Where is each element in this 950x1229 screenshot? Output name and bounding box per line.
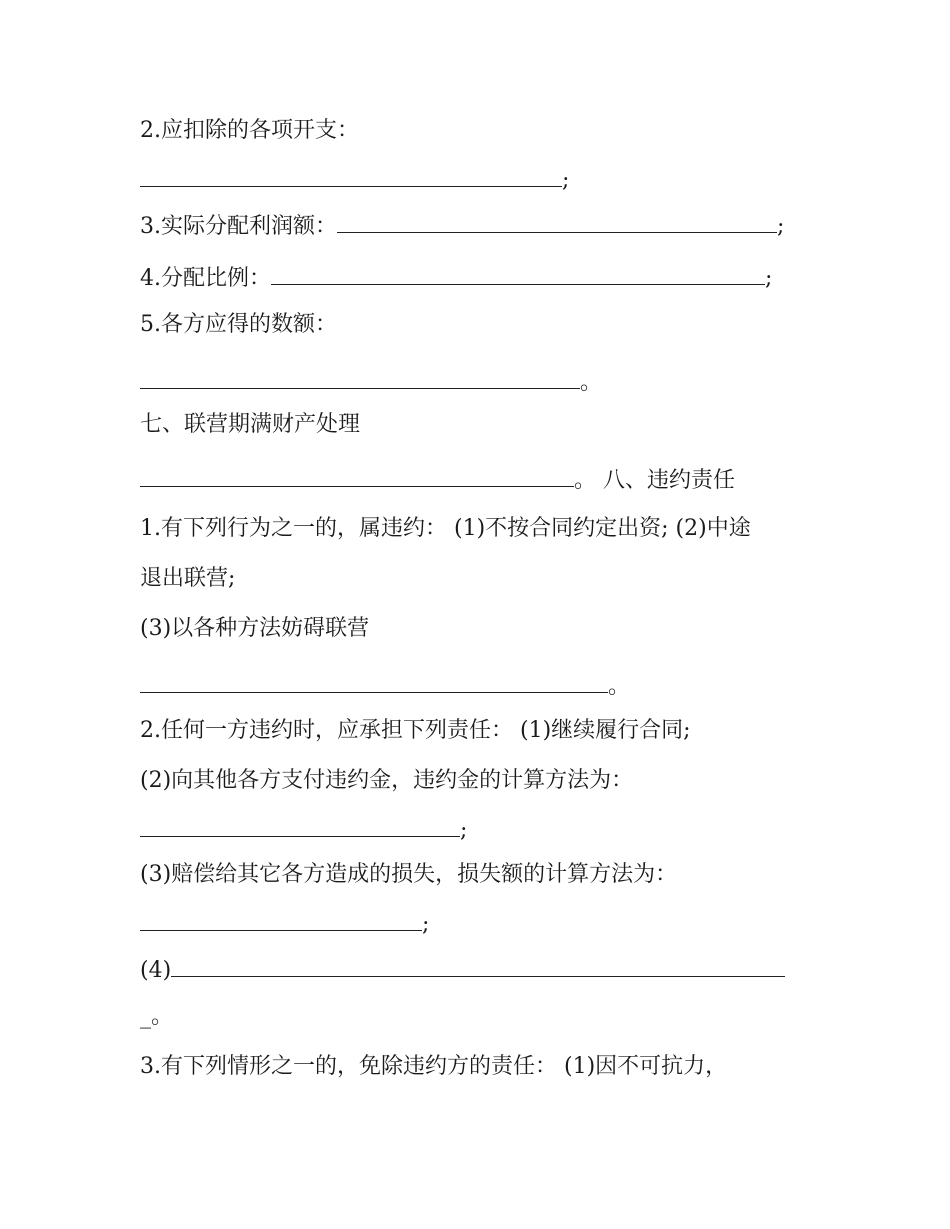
actual-profit-blank[interactable] — [337, 212, 777, 233]
expenses-blank-line: ; — [140, 166, 569, 192]
item-4-tail: _。 — [140, 1004, 174, 1029]
item-share-amounts: 5.各方应得的数额： — [140, 312, 337, 337]
share-amounts-blank[interactable] — [140, 368, 580, 389]
breach-clause-1: 1.有下列行为之一的，属违约： (1)不按合同约定出资; (2)中途 — [140, 516, 751, 541]
liability-penalty: (2)向其他各方支付违约金，违约金的计算方法为： — [140, 768, 634, 793]
obstruct-blank[interactable] — [140, 672, 608, 693]
property-blank[interactable] — [140, 466, 574, 487]
item-4-blank[interactable] — [171, 956, 785, 977]
penalty-blank[interactable] — [140, 816, 460, 837]
property-blank-line — [140, 466, 735, 492]
compensation-blank-line: ; — [140, 910, 429, 936]
section-7-heading: 七、联营期满财产处理 — [140, 412, 361, 437]
penalty-blank-line: ; — [140, 816, 467, 842]
compensation-blank[interactable] — [140, 910, 422, 931]
item-expenses: 2.应扣除的各项开支： — [140, 118, 359, 143]
share-amounts-blank-line: 。 — [140, 368, 602, 394]
breach-clause-1-cont: 退出联营; — [140, 566, 236, 591]
ratio-blank[interactable] — [271, 264, 765, 285]
item-actual-profit: 3.实际分配利润额： ; — [140, 214, 785, 239]
exemption-clause-3: 3.有下列情形之一的，免除违约方的责任： (1)因不可抗力， — [140, 1054, 728, 1079]
expenses-blank[interactable] — [140, 166, 562, 187]
obstruct-blank-line: 。 — [140, 672, 630, 698]
item-ratio: 4.分配比例： ; — [140, 266, 773, 291]
liability-compensation: (3)赔偿给其它各方造成的损失，损失额的计算方法为： — [140, 862, 678, 887]
breach-clause-1-item3: (3)以各种方法妨碍联营 — [140, 616, 370, 641]
liability-item-4: (4) — [140, 956, 785, 982]
section-8-heading: 。 八、违约责任 — [574, 468, 735, 493]
liability-clause-2: 2.任何一方违约时，应承担下列责任： (1)继续履行合同; — [140, 718, 691, 743]
